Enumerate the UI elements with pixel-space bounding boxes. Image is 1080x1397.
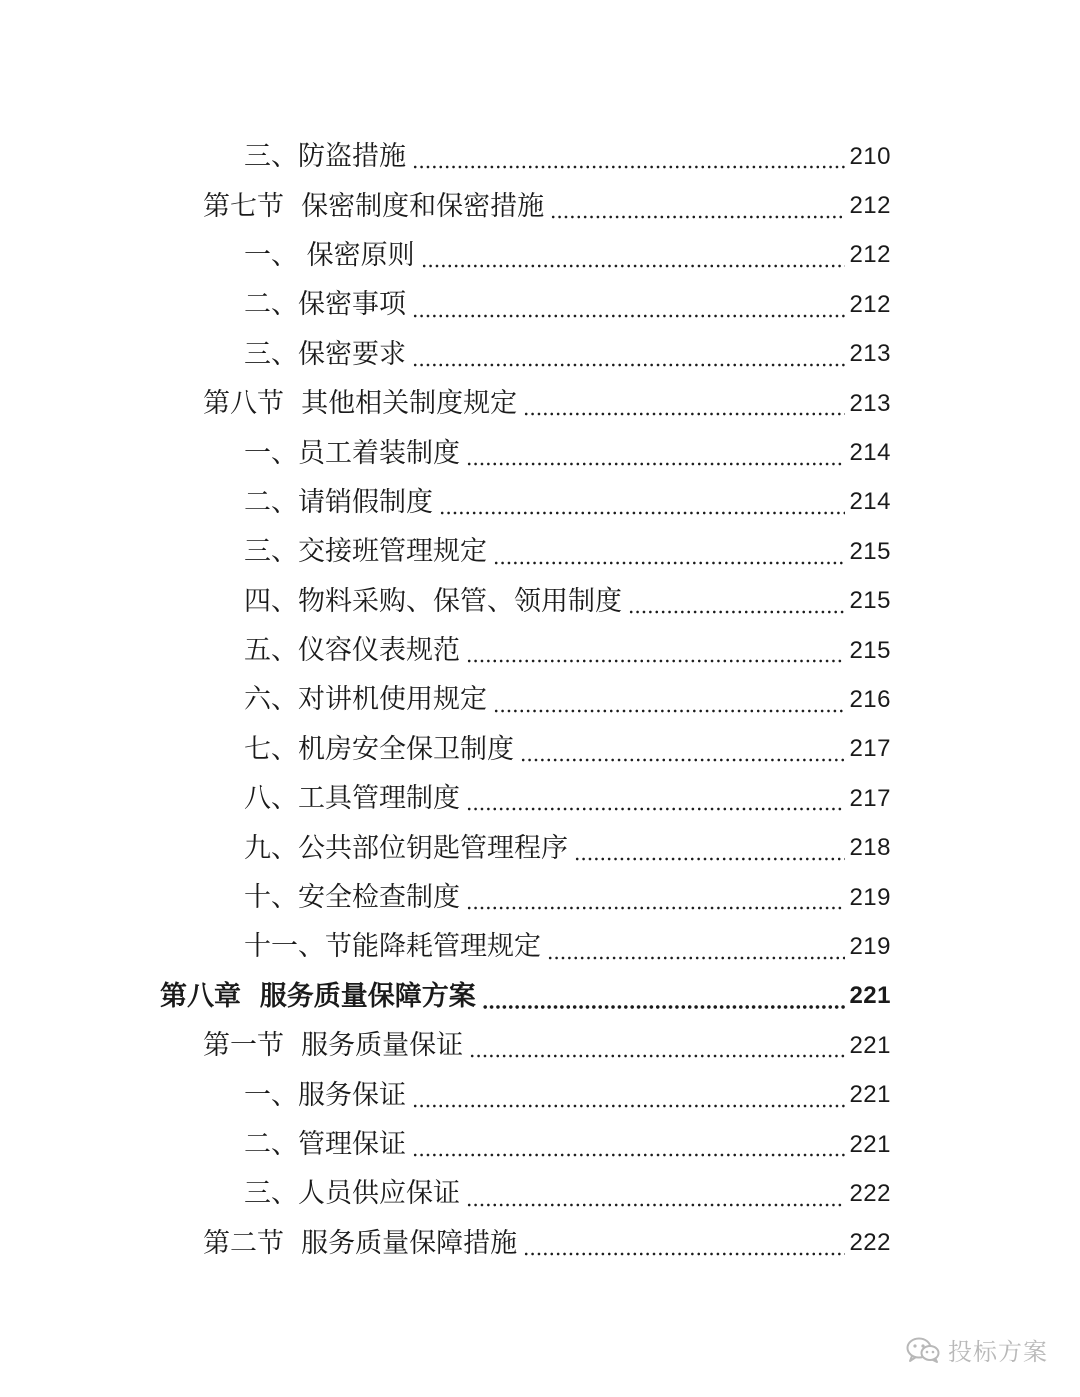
toc-entry-page-number: 216 xyxy=(849,685,891,713)
toc-entry-title: 二、请销假制度 xyxy=(244,486,433,518)
dot-leader xyxy=(523,402,845,416)
toc-entry-page-number: 210 xyxy=(849,142,891,170)
toc-entry[interactable] xyxy=(0,330,1080,379)
toc-entry-title: 第二节 服务质量保障措施 xyxy=(203,1227,518,1259)
watermark-text: 投标方案 xyxy=(948,1338,1048,1366)
toc-entry-title: 二、保密事项 xyxy=(244,289,406,321)
toc-entry-page-number: 221 xyxy=(849,1081,891,1109)
toc-entry-page-number: 218 xyxy=(849,834,891,862)
toc-entry[interactable] xyxy=(0,577,1080,626)
toc-entry[interactable] xyxy=(0,478,1080,527)
dot-leader xyxy=(493,699,845,713)
toc-entry-page-number: 215 xyxy=(849,587,891,615)
toc-entry-page-number: 219 xyxy=(849,883,891,911)
toc-entry-page-number: 212 xyxy=(849,192,891,220)
toc-entry-page-number: 221 xyxy=(849,1130,891,1158)
dot-leader xyxy=(412,353,845,367)
toc-entry[interactable] xyxy=(0,280,1080,329)
toc-entry-title: 一、员工着装制度 xyxy=(244,437,460,469)
dot-leader xyxy=(412,155,845,169)
toc-entry[interactable] xyxy=(0,873,1080,922)
wechat-icon xyxy=(906,1336,940,1364)
toc-entry-title: 第八节 其他相关制度规定 xyxy=(203,388,518,420)
toc-entry-page-number: 215 xyxy=(849,636,891,664)
toc-entry-title: 一、 保密原则 xyxy=(244,239,415,271)
dot-leader xyxy=(466,896,845,910)
dot-leader xyxy=(466,649,845,663)
toc-entry-page-number: 213 xyxy=(849,340,891,368)
toc-entry-page-number: 213 xyxy=(849,389,891,417)
dot-leader xyxy=(628,600,845,614)
dot-leader xyxy=(574,847,845,861)
watermark xyxy=(906,1332,1048,1367)
dot-leader xyxy=(493,551,845,565)
toc-entry-title: 三、交接班管理规定 xyxy=(244,536,487,568)
toc-entry-title: 三、人员供应保证 xyxy=(244,1178,460,1210)
dot-leader xyxy=(550,205,845,219)
toc-entry[interactable] xyxy=(0,379,1080,428)
dot-leader xyxy=(412,304,845,318)
toc-entry[interactable] xyxy=(0,1120,1080,1169)
toc-entry[interactable] xyxy=(0,231,1080,280)
toc-entry-title: 五、仪容仪表规范 xyxy=(244,635,460,667)
toc-entry[interactable] xyxy=(0,774,1080,823)
toc-entry[interactable] xyxy=(0,1169,1080,1218)
toc-entry[interactable] xyxy=(0,626,1080,675)
toc-entry[interactable] xyxy=(0,1219,1080,1268)
toc-entry-title: 四、物料采购、保管、领用制度 xyxy=(244,585,622,617)
toc-entry-page-number: 222 xyxy=(849,1229,891,1257)
toc-entry-page-number: 212 xyxy=(849,241,891,269)
toc-entry[interactable] xyxy=(0,527,1080,576)
dot-leader xyxy=(520,748,845,762)
toc-entry-page-number: 221 xyxy=(849,982,891,1010)
toc-entry-page-number: 217 xyxy=(849,784,891,812)
toc-entry[interactable] xyxy=(0,181,1080,230)
toc-entry-title: 第七节 保密制度和保密措施 xyxy=(203,190,545,222)
dot-leader xyxy=(466,797,845,811)
toc-entry-page-number: 217 xyxy=(849,735,891,763)
toc-entry[interactable] xyxy=(0,725,1080,774)
dot-leader xyxy=(412,1143,845,1157)
dot-leader xyxy=(547,946,845,960)
toc-entry[interactable] xyxy=(0,428,1080,477)
toc-entry-title: 一、服务保证 xyxy=(244,1079,406,1111)
toc-entry-title: 十一、节能降耗管理规定 xyxy=(244,931,541,963)
toc-entry-title: 六、对讲机使用规定 xyxy=(244,684,487,716)
toc-entry[interactable] xyxy=(0,1021,1080,1070)
toc-entry-title: 三、防盗措施 xyxy=(244,141,406,173)
toc-entry[interactable] xyxy=(0,1070,1080,1119)
toc-entry-page-number: 214 xyxy=(849,488,891,516)
toc-entry[interactable] xyxy=(0,922,1080,971)
toc-entry-page-number: 221 xyxy=(849,1031,891,1059)
dot-leader xyxy=(421,254,846,268)
toc-entry[interactable] xyxy=(0,675,1080,724)
toc-entry-title: 第一节 服务质量保证 xyxy=(203,1030,464,1062)
toc-entry-title: 十、安全检查制度 xyxy=(244,882,460,914)
toc-entry-page-number: 214 xyxy=(849,439,891,467)
toc-entry[interactable] xyxy=(0,823,1080,872)
toc-entry-page-number: 222 xyxy=(849,1179,891,1207)
dot-leader xyxy=(466,452,845,466)
toc-entry-title: 九、公共部位钥匙管理程序 xyxy=(244,832,568,864)
toc-entry-title: 八、工具管理制度 xyxy=(244,783,460,815)
toc-entry-page-number: 212 xyxy=(849,290,891,318)
table-of-contents xyxy=(0,132,1080,1268)
dot-leader xyxy=(523,1242,845,1256)
toc-entry-title: 七、机房安全保卫制度 xyxy=(244,733,514,765)
dot-leader xyxy=(469,1044,845,1058)
toc-entry-page-number: 219 xyxy=(849,932,891,960)
toc-entry-page-number: 215 xyxy=(849,537,891,565)
dot-leader xyxy=(412,1094,845,1108)
toc-entry[interactable] xyxy=(0,132,1080,181)
dot-leader xyxy=(466,1193,845,1207)
toc-entry-title: 第八章 服务质量保障方案 xyxy=(160,980,476,1012)
dot-leader xyxy=(482,995,846,1009)
dot-leader xyxy=(439,501,845,515)
toc-entry-title: 三、保密要求 xyxy=(244,338,406,370)
toc-entry-title: 二、管理保证 xyxy=(244,1129,406,1160)
toc-entry[interactable] xyxy=(0,972,1080,1021)
